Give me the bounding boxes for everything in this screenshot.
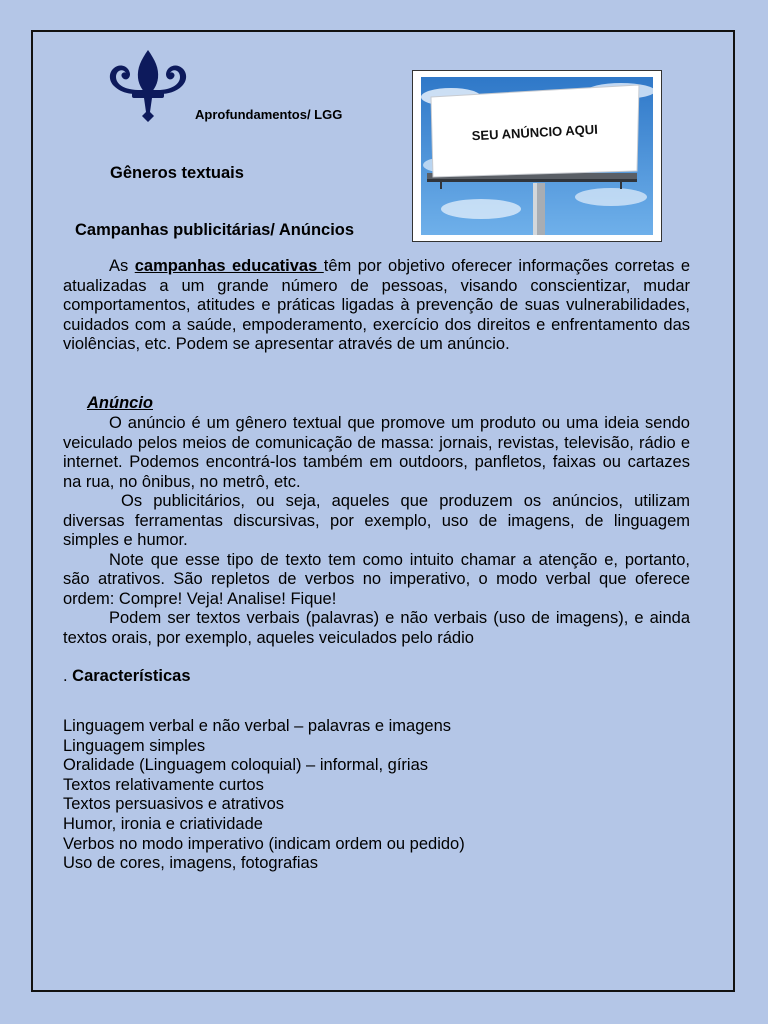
caracteristicas-prefix: . [63,667,73,685]
anuncio-paragraph-1: O anúncio é um gênero textual que promove um produto ou uma ideia sendo veiculado pelos meios de comunicação de massa: jornais, revistas, televisão, rádio e internet. Podemos encontrá-los também em outdoors, panfletos, faixas ou cartazes na rua, no ônibus, no metrô, etc. [63,414,690,491]
list-item: Verbos no modo imperativo (indicam ordem ou pedido) [63,834,465,853]
title-generos-textuais: Gêneros textuais [110,164,244,182]
title-campanhas: Campanhas publicitárias/ Anúncios [75,221,355,239]
intro-prefix: As [109,257,135,275]
anuncio-body [63,414,690,648]
header-label: Aprofundamentos/ LGG [195,107,343,122]
list-item: Linguagem verbal e não verbal – palavras e imagens [63,717,451,735]
list-item: Uso de cores, imagens, fotografias [63,854,318,873]
caracteristicas-heading [63,667,191,686]
anuncio-heading: Anúncio [87,394,153,412]
anuncio-paragraph-2: Os publicitários, ou seja, aqueles que produzem os anúncios, utilizam diversas ferramentas discursivas, por exemplo, uso de imagens, de linguagem simples e humor. [63,492,690,549]
caracteristicas-list [63,717,465,874]
list-item: Linguagem simples [63,736,206,755]
caracteristicas-title: Características [72,667,191,685]
list-item: Textos relativamente curtos [63,775,264,794]
anuncio-paragraph-3: Note que esse tipo de texto tem como intuito chamar a atenção e, portanto, são atrativos. São repletos de verbos no imperativo, o modo verbal que oferece ordem: Compre! Veja! Analise! Fique! [63,550,690,608]
list-item: Humor, ironia e criatividade [63,814,263,833]
intro-rest: têm por objetivo oferecer informações corretas e atualizadas a um grande número de pessoas, visando conscientizar, mudar comportamentos, atitudes e práticas ligadas à prevenção de suas vulnerabilidades, cuidados com a saúde, empoderamento, exercício dos direitos e enfrentamento das violências, etc. Podem se apresentar através de um anúncio. [63,257,690,353]
billboard-image [412,70,662,242]
intro-paragraph [63,257,690,355]
billboard-sign-text: SEU ANÚNCIO AQUI [471,121,599,144]
fleur-de-lis-icon [108,50,188,122]
list-item: Oralidade (Linguagem coloquial) – informal, gírias [63,756,429,775]
intro-emphasis: campanhas educativas [134,257,324,275]
list-item: Textos persuasivos e atrativos [63,795,285,814]
anuncio-paragraph-4: Podem ser textos verbais (palavras) e não verbais (uso de imagens), e ainda textos orais, por exemplo, aqueles veiculados pelo rádio [63,609,690,647]
